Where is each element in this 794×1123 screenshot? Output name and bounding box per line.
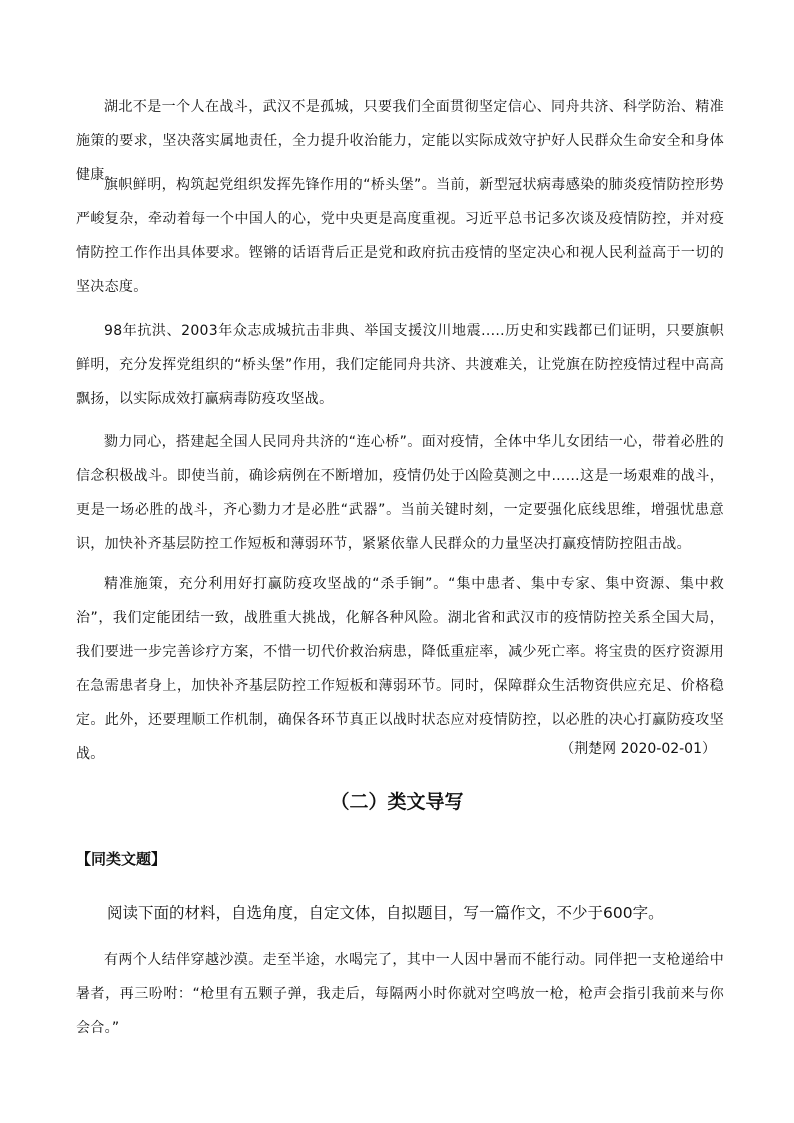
article-paragraph-4: 勠力同心，搭建起全国人民同舟共济的“连心桥”。面对疫情，全体中华儿女团结一心，带着必胜的信念积极战斗。即使当前，确诊病例在不断增加，疫情仍处于凶险莫测之中……这是一场艰难的战斗，更是一场必胜的战斗，齐心勠力才是必胜“武器”。当前关键时刻，一定要强化底线思维，增强忧患意识，加快补齐基层防控工作短板和薄弱环节，紧紧依靠人民群众的力量坚决打赢疫情防控阻击战。 (76, 434, 724, 552)
article-paragraph-2: 旗帜鲜明，构筑起党组织发挥先锋作用的“桥头堡”。当前，新型冠状病毒感染的肺炎疫情防控形势严峻复杂，牵动着每一个中国人的心，党中央更是高度重视。习近平总书记多次谈及疫情防控，并对疫情防控工作作出具体要求。铿锵的话语背后正是党和政府抗击疫情的坚定决心和视人民利益高于一切的坚决态度。 (76, 177, 724, 295)
writing-prompt: 阅读下面的材料，自选角度，自定文体，自拟题目，写一篇作文，不少于600字。 (107, 904, 664, 922)
article-source: （荆楚网 2020-02-01） (560, 741, 716, 757)
material-paragraph: 有两个人结伴穿越沙漠。走至半途，水喝完了，其中一人因中暑而不能行动。同伴把一支枪递给中暑者，再三吩咐：“枪里有五颗子弹，我走后，每隔两小时你就对空鸣放一枪，枪声会指引我前来与你会合。” (76, 952, 724, 1036)
section-label: 【同类文题】 (76, 850, 167, 868)
article-paragraph-3: 98年抗洪、2003年众志成城抗击非典、举国支援汶川地震.....历史和实践都已们证明，只要旗帜鲜明，充分发挥党组织的“桥头堡”作用，我们定能同舟共济、共渡难关，让党旗在防控疫情过程中高高飘扬，以实际成效打赢病毒防疫攻坚战。 (76, 323, 724, 407)
article-paragraph-1: 湖北不是一个人在战斗，武汉不是孤城，只要我们全面贯彻坚定信心、同舟共济、科学防治、精准施策的要求，坚决落实属地责任，全力提升收治能力，定能以实际成效守护好人民群众生命安全和身体健康。 (76, 99, 724, 183)
article-paragraph-5: 精准施策，充分利用好打赢防疫攻坚战的“杀手锏”。“集中患者、集中专家、集中资源、集中救治”，我们定能团结一致，战胜重大挑战，化解各种风险。湖北省和武汉市的疫情防控关系全国大局，我们要进一步完善诊疗方案，不惜一切代价救治病患，降低重症率，减少死亡率。将宝贵的医疗资源用在急需患者身上，加快补齐基层防控工作短板和薄弱环节。同时，保障群众生活物资供应充足、价格稳定。此外，还要理顺工作机制，确保各环节真正以战时状态应对疫情防控，以必胜的决心打赢防疫攻坚战。 (76, 576, 724, 762)
section-heading: （二）类文导写 (330, 791, 464, 813)
